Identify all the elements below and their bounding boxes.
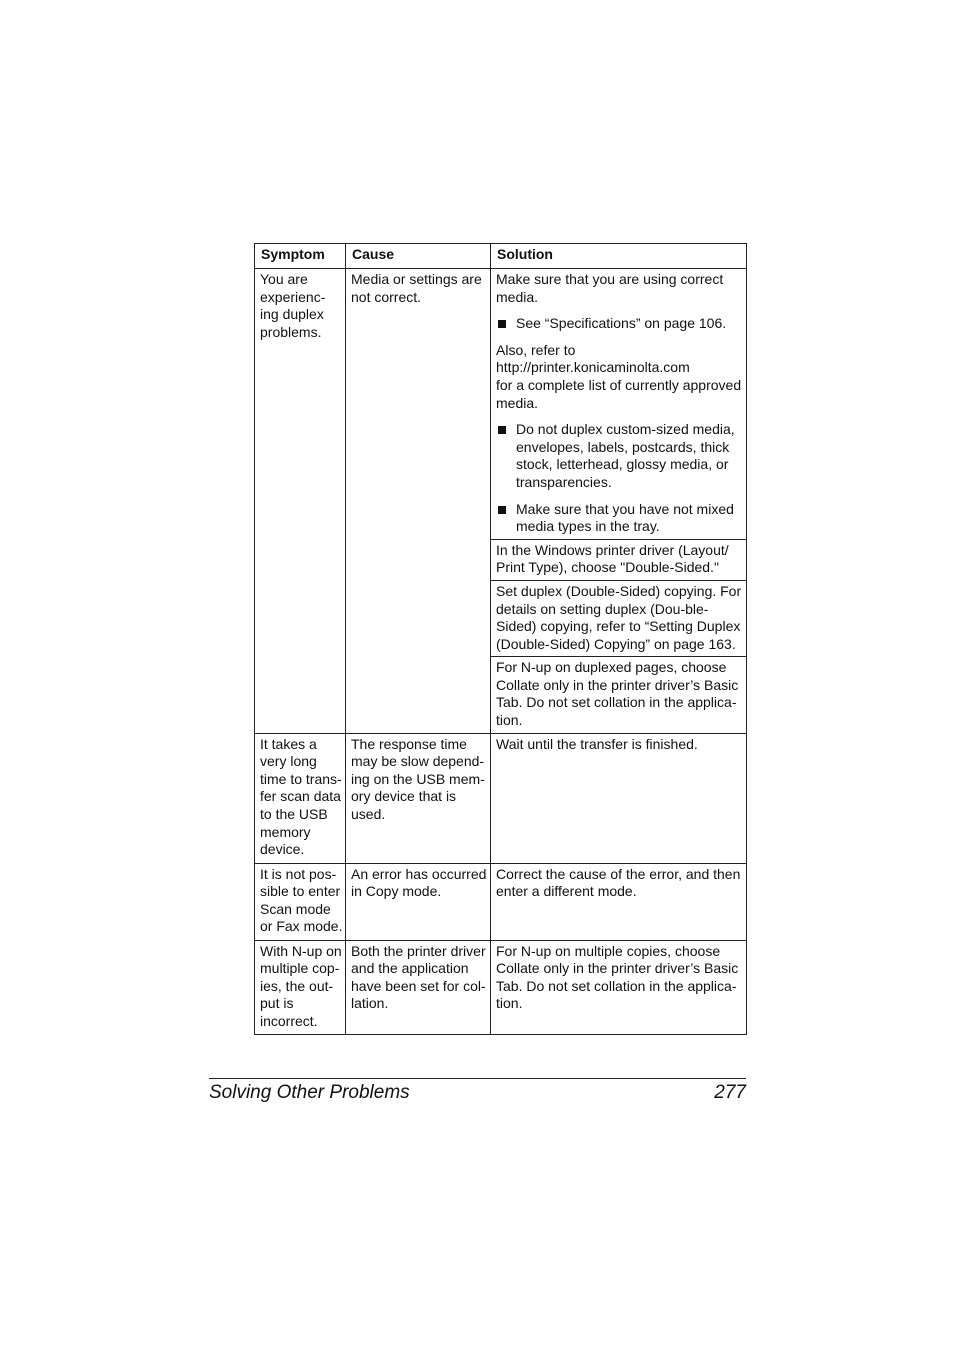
table-row: [255, 940, 747, 1034]
symptom-cell: You are experienc-ing duplex problems.: [255, 269, 346, 734]
table-header-row: [255, 244, 747, 269]
cause-cell: The response time may be slow depend-ing on the USB mem-ory device that is used.: [346, 733, 491, 863]
cause-cell: An error has occurred in Copy mode.: [346, 863, 491, 940]
bullet-item: [496, 501, 744, 536]
bullet-item: [496, 315, 744, 333]
symptom-cell: It is not pos-sible to enter Scan mode or Fax mode.: [255, 863, 346, 940]
solution-block: In the Windows printer driver (Layout/ Print Type), choose "Double-Sided.": [491, 539, 746, 580]
solution-cell: [491, 269, 747, 734]
bullet-text: Do not duplex custom-sized media, envelopes, labels, postcards, thick stock, letterhead, glossy media, or transparencies.: [516, 421, 735, 490]
symptom-cell: It takes a very long time to trans-fer scan data to the USB memory device.: [255, 733, 346, 863]
cause-cell: Both the printer driver and the application have been set for col-lation.: [346, 940, 491, 1034]
table-row: [255, 733, 747, 863]
footer-divider: [209, 1078, 746, 1079]
solution-cell: For N-up on multiple copies, choose Collate only in the printer driver’s Basic Tab. Do not set collation in the applica-tion.: [491, 940, 747, 1034]
page-number: 277: [714, 1082, 746, 1103]
solution-paragraph: [496, 342, 744, 412]
troubleshooting-table: [254, 243, 747, 1035]
table-row: [255, 269, 747, 734]
header-solution: Solution: [491, 244, 747, 269]
bullet-text: Make sure that you have not mixed media types in the tray.: [516, 500, 734, 535]
square-bullet-icon: [498, 320, 506, 328]
url-text: http://printer.konicaminolta.com: [496, 359, 690, 376]
solution-cell: Wait until the transfer is finished.: [491, 733, 747, 863]
cause-cell: Media or settings are not correct.: [346, 269, 491, 734]
header-cause: Cause: [346, 244, 491, 269]
bullet-item: [496, 421, 744, 491]
solution-text: Also, refer to: [496, 341, 576, 358]
solution-block: Set duplex (Double-Sided) copying. For details on setting duplex (Dou-ble-Sided) copying, refer to “Setting Duplex (Double-Sided) Copying” on page 163.: [491, 580, 746, 656]
bullet-text: See “Specifications” on page 106.: [516, 315, 727, 332]
square-bullet-icon: [498, 426, 506, 434]
table-row: [255, 863, 747, 940]
header-symptom: Symptom: [255, 244, 346, 269]
solution-block: For N-up on duplexed pages, choose Collate only in the printer driver’s Basic Tab. Do not set collation in the applica-tion.: [491, 656, 746, 732]
solution-block: [491, 269, 746, 539]
symptom-cell: With N-up on multiple cop-ies, the out-put is incorrect.: [255, 940, 346, 1034]
solution-text: Make sure that you are using correct media.: [496, 271, 724, 305]
solution-cell: Correct the cause of the error, and then enter a different mode.: [491, 863, 747, 940]
solution-text: for a complete list of currently approved media.: [496, 376, 742, 411]
footer-section-title: Solving Other Problems: [209, 1082, 410, 1103]
square-bullet-icon: [498, 506, 506, 514]
